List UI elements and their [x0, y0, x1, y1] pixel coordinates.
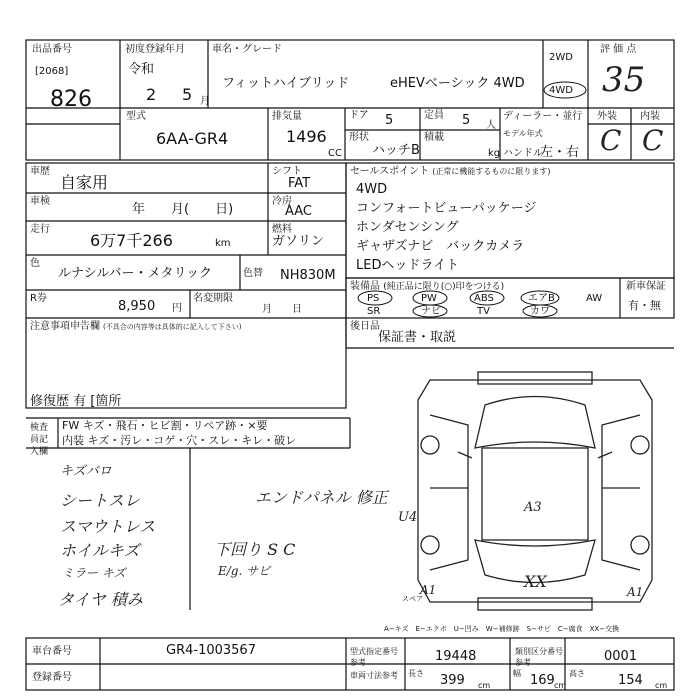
class-no-title: 類別区分番号: [515, 647, 563, 656]
height-unit: cm: [655, 681, 668, 690]
score-label: 評 価 点: [600, 44, 637, 55]
interior-line: 内装 キズ・汚レ・コゲ・穴・スレ・キレ・破レ: [62, 434, 297, 447]
month-unit: 月: [200, 96, 210, 107]
equipment-sub: (純正品に限り(○)印をつける): [383, 282, 505, 292]
class-no-ref: 参考: [515, 658, 531, 667]
damage-legend: A−キズ E−エクボ U−凹み W−補修跡 S−サビ C−腐食 XX−交換: [384, 625, 620, 633]
chassis-label: 車台番号: [32, 646, 72, 657]
width-unit: cm: [554, 681, 567, 690]
selling-point-item: LEDヘッドライト: [356, 258, 460, 273]
height-label: 高さ: [569, 669, 585, 678]
selling-points-title: セールスポイント: [350, 166, 430, 177]
car-name: フィットハイブリッド: [222, 76, 350, 91]
ac: AAC: [285, 204, 312, 219]
height: 154: [618, 673, 643, 688]
displacement-label: 排気量: [272, 111, 302, 122]
length-label: 長さ: [408, 669, 424, 678]
model-code: 6AA-GR4: [156, 129, 229, 148]
equipment-title: 装備品: [350, 281, 380, 292]
repair-history: [30, 394, 121, 410]
yen-unit: 円: [172, 303, 182, 314]
interior-grade: C: [642, 124, 664, 157]
selling-point-item: ホンダセンシング: [356, 220, 459, 235]
repair-label: 修復歴: [30, 394, 70, 409]
type-no-ref: 参考: [350, 658, 366, 667]
equip-pw: PW: [421, 293, 437, 304]
class-no: 0001: [604, 649, 638, 664]
equipment-label: [350, 281, 504, 293]
deadline-label: 名変期限: [193, 293, 233, 304]
registration-year: 2: [146, 85, 157, 104]
kg-unit: kg: [488, 148, 501, 159]
length: 399: [440, 673, 465, 688]
fw-line: FW キズ・飛石・ヒビ割・リペア跡・×要: [62, 419, 268, 432]
diagram-mark: U4: [398, 510, 418, 525]
history-label: 車歴: [30, 166, 50, 177]
shift: FAT: [288, 176, 311, 191]
selling-points-sub: (正常に機能するものに限ります): [432, 167, 551, 176]
history: 自家用: [60, 173, 109, 192]
exterior-grade: C: [600, 124, 622, 157]
handwritten-note: 下回り S C: [214, 540, 296, 559]
dimension-label: 車両寸法参考: [350, 671, 398, 680]
exterior-label: 外装: [597, 111, 617, 122]
dealer-label: ディーラー・並行: [503, 111, 583, 122]
handwritten-note: スマウトレス: [60, 517, 156, 536]
doors: 5: [385, 113, 394, 128]
car-name-label: 車名・グレード: [212, 44, 282, 55]
equip-leather: カワ: [530, 306, 550, 317]
equip-abs: ABS: [474, 293, 494, 304]
diagram-mark: XX: [524, 572, 547, 591]
width: 169: [530, 673, 555, 688]
lot-number-label: 出品番号: [32, 44, 72, 55]
model-year-label: モデル年式: [503, 129, 543, 138]
handwritten-note: キズバロ: [60, 464, 112, 479]
color-code: NH830M: [280, 268, 336, 283]
lot-number: 826: [50, 87, 92, 112]
type-no: 19448: [435, 649, 477, 664]
length-unit: cm: [478, 681, 491, 690]
selling-point-item: ギャザズナビ バックカメラ: [356, 239, 525, 254]
type-no-title: 型式指定番号: [350, 647, 398, 656]
new-warranty-value: 有・無: [628, 299, 661, 312]
era: 令和: [128, 62, 155, 77]
equip-sr: SR: [367, 306, 381, 317]
mileage: 6万7千266: [90, 231, 173, 250]
equip-tv: TV: [477, 306, 490, 317]
new-warranty-label: 新車保証: [626, 281, 666, 292]
doors-label: ドア: [349, 110, 369, 121]
equip-navi: ナビ: [421, 306, 441, 317]
diagram-mark: A1: [627, 585, 644, 599]
repair-value: 有 [箇所: [73, 394, 122, 409]
lot-sub-number: [2068]: [35, 66, 69, 77]
handwritten-note: シートスレ: [60, 491, 140, 510]
grade: eHEVベーシック 4WD: [390, 76, 525, 91]
score: 35: [602, 60, 646, 100]
model-label: 型式: [126, 111, 146, 122]
fuel: ガソリン: [272, 234, 325, 249]
selling-point-item: コンフォートビューパッケージ: [356, 201, 537, 216]
shaken-label: 車検: [30, 196, 50, 207]
accessories-label: 後日品: [350, 321, 380, 332]
handwritten-note: ホイルキズ: [60, 541, 140, 560]
load-label: 積載: [424, 132, 444, 143]
recycle-label: R券: [30, 293, 47, 304]
handle: 左・右: [540, 145, 580, 160]
capacity-label: 定員: [424, 110, 444, 121]
diagram-mark: A1: [420, 583, 437, 597]
equip-aw: AW: [586, 293, 603, 304]
registration-label: 登録番号: [32, 672, 72, 683]
body-label: 形状: [349, 132, 369, 143]
handwritten-note: E/g. サビ: [218, 564, 271, 578]
selling-point-item: 4WD: [356, 182, 388, 197]
km-unit: km: [215, 238, 231, 249]
handwritten-note: タイヤ 積み: [58, 590, 143, 609]
equip-ps: PS: [367, 293, 380, 304]
class-no-label: [515, 646, 563, 668]
spare-label: スペア: [402, 595, 423, 603]
accessories-value: 保証書・取説: [378, 330, 457, 345]
equip-airbag: エアB: [528, 293, 555, 304]
cc-unit: CC: [328, 148, 342, 159]
notice-sub: (不具合の内容等は具体的に記入して下さい): [103, 323, 242, 331]
notice-label: 注意事項申告欄: [30, 321, 100, 332]
chassis-number: GR4-1003567: [166, 643, 256, 658]
diagram-mark: A3: [524, 500, 542, 515]
inspector-label: 検査員記入欄: [30, 423, 49, 457]
interior-label: 内装: [640, 111, 660, 122]
displacement: 1496: [286, 127, 327, 146]
mileage-label: 走行: [30, 224, 50, 235]
deadline: 月 日: [262, 304, 302, 315]
color: ルナシルバー・メタリック: [58, 266, 212, 281]
first-registration-label: 初度登録年月: [125, 44, 185, 55]
shaken: 年 月( 日): [132, 202, 234, 217]
recycle-amount: 8,950: [118, 299, 156, 314]
fuel-label: 燃料: [272, 224, 292, 235]
handle-label: ハンドル: [503, 148, 543, 159]
drive-2wd: 2WD: [549, 52, 573, 63]
color-label: 色: [30, 258, 40, 269]
registration-month: 5: [182, 85, 193, 104]
shift-label: シフト: [272, 166, 302, 177]
width-label: 幅: [513, 669, 521, 678]
drive-4wd: 4WD: [549, 85, 573, 96]
color-no-label: 色替: [243, 268, 263, 279]
person-unit: 人: [486, 120, 496, 131]
ac-label: 冷房: [272, 196, 292, 207]
handwritten-note: ミラー キズ: [62, 566, 126, 580]
selling-points-label: [350, 166, 551, 177]
body-type: ハッチB: [372, 143, 420, 158]
type-no-label: [350, 646, 398, 668]
capacity: 5: [462, 113, 471, 128]
handwritten-note: エンドパネル 修正: [255, 488, 388, 507]
